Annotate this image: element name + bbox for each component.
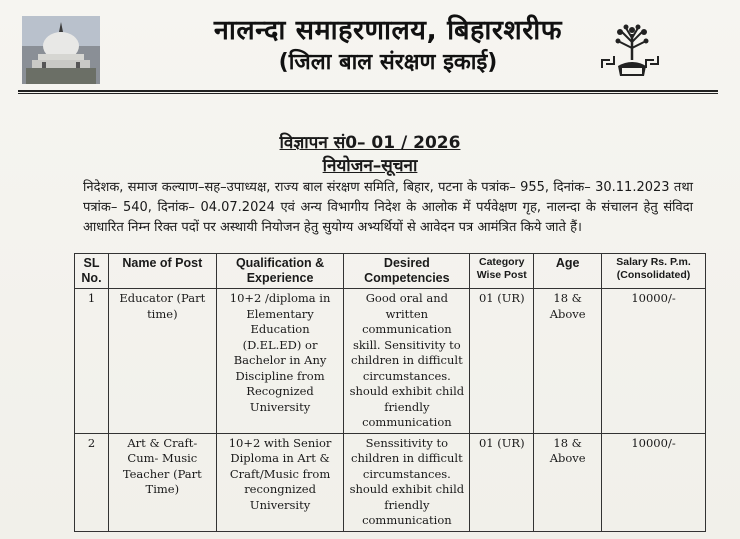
header-salary: Salary Rs. P.m. (Consolidated): [602, 254, 706, 289]
cell-salary: 10000/-: [602, 289, 706, 434]
cell-qualification: 10+2 /diploma in Elementary Education (D.EL.ED) or Bachelor in Any Discipline from Recognized University: [216, 289, 344, 434]
header-name-of-post: Name of Post: [108, 254, 216, 289]
advertisement-number: विज्ञापन सं0– 01 / 2026: [279, 133, 461, 153]
posts-table: [74, 253, 706, 532]
cell-category: 01 (UR): [470, 433, 534, 531]
cell-sl: 2: [75, 433, 109, 531]
cell-competencies: Good oral and written communication skill. Sensitivity to children in difficult circumstances. should exhibit child friendly communication: [344, 289, 470, 434]
header-divider: [18, 90, 718, 92]
intro-paragraph: निदेशक, समाज कल्याण–सह–उपाध्यक्ष, राज्य बाल संरक्षण समिति, बिहार, पटना के पत्रांक– 955, दिनांक– 30.11.2023 तथा पत्रांक– 540, दिनांक– 04.07.2024 एवं अन्य विभागीय निदेश के आलोक में पर्यवेक्षण गृह, नालन्दा के संचालन हेतु संविदा आधारित निम्न रिक्त पदों पर अस्थायी नियोजन हेतु सुयोग्य अभ्यर्थियों से आवेदन पत्र आमंत्रित किये जाते हैं।: [83, 180, 693, 235]
cell-competencies: Senssitivity to children in difficult circumstances. should exhibit child friendly communication: [344, 433, 470, 531]
cell-age: 18 & Above: [534, 433, 602, 531]
cell-post: Art & Craft-Cum- Music Teacher (Part Time): [108, 433, 216, 531]
header-sl-no: SL No.: [75, 254, 109, 289]
header-divider-thin: [18, 93, 718, 94]
office-title: नालन्दा समाहरणालय, बिहारशरीफ: [213, 15, 563, 46]
cell-age: 18 & Above: [534, 289, 602, 434]
office-subtitle: (जिला बाल संरक्षण इकाई): [278, 50, 498, 75]
cell-post: Educator (Part time): [108, 289, 216, 434]
header-qualification: Qualification & Experience: [216, 254, 344, 289]
cell-qualification: 10+2 with Senior Diploma in Art & Craft/Music from recongnized University: [216, 433, 344, 531]
table-row: [75, 433, 706, 531]
header-age: Age: [534, 254, 602, 289]
table-header-row: [75, 254, 706, 289]
cell-sl: 1: [75, 289, 109, 434]
header-category: Category Wise Post: [470, 254, 534, 289]
advertisement-heading: नियोजन–सूचना: [322, 156, 418, 176]
stupa-logo: [22, 16, 100, 84]
header-competencies: Desired Competencies: [344, 254, 470, 289]
cell-salary: 10000/-: [602, 433, 706, 531]
table-row: [75, 289, 706, 434]
cell-category: 01 (UR): [470, 289, 534, 434]
bihar-emblem-logo: [600, 20, 664, 84]
